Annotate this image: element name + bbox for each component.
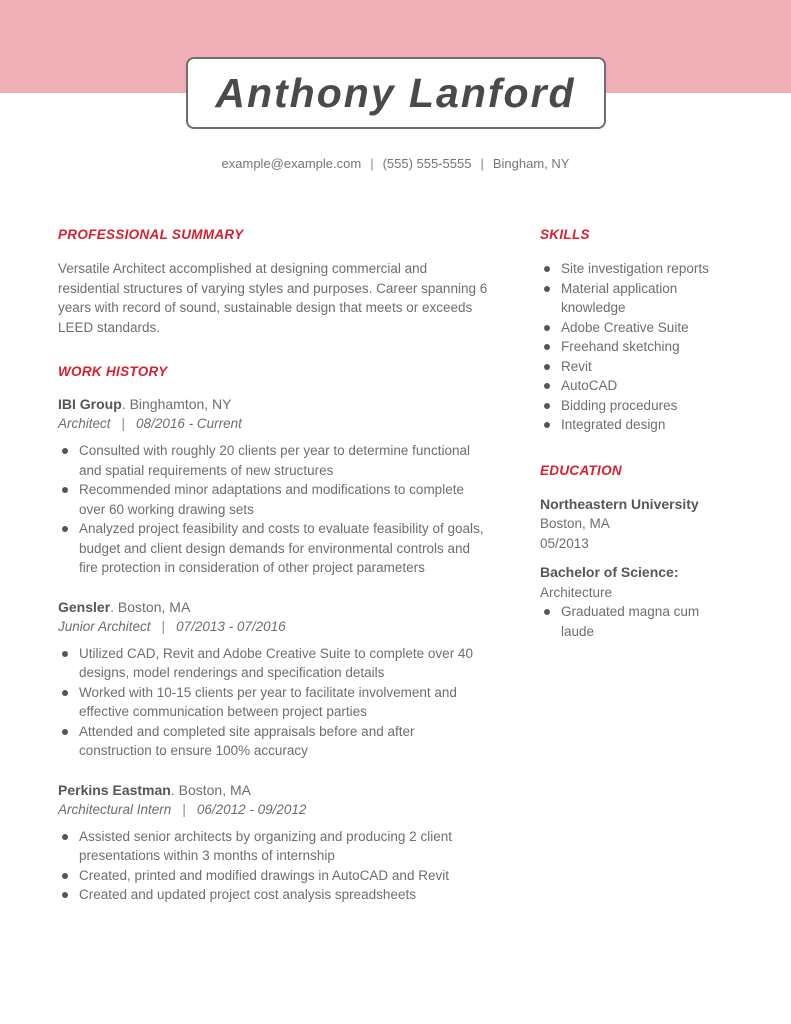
job-company: Perkins Eastman [58, 781, 171, 798]
education-degree: Bachelor of Science [540, 564, 674, 580]
education-school: Northeastern University [540, 495, 699, 512]
bullet-dot-icon [62, 729, 68, 735]
job-bullet-text: Recommended minor adaptations and modifications to complete over 60 working drawing sets [79, 482, 464, 517]
skill-text: Adobe Creative Suite [561, 319, 689, 335]
job-company-line [58, 782, 490, 798]
contact-email: example@example.com [221, 156, 362, 171]
job-bullet-text: Created and updated project cost analysis spreadsheets [79, 887, 416, 902]
left-column [58, 227, 490, 926]
education-bullet-item [540, 602, 745, 641]
education-degree-line [540, 563, 745, 583]
job-dates: 07/2013 - 07/2016 [176, 618, 286, 634]
bullet-dot-icon [544, 383, 550, 389]
job-bullet-list [58, 644, 490, 761]
job-bullet-item [58, 683, 490, 722]
job-bullet-list [58, 827, 490, 905]
section-skills [540, 227, 745, 435]
contact-separator: | [480, 156, 484, 171]
bullet-dot-icon [544, 422, 550, 428]
job-dates: 06/2012 - 09/2012 [196, 801, 307, 817]
contact-separator: | [370, 156, 374, 171]
job-dates: 08/2016 - Current [136, 416, 242, 431]
education-date: 05/2013 [540, 535, 589, 551]
job-title-separator: | [182, 801, 186, 817]
content-columns [0, 171, 791, 926]
bullet-dot-icon [544, 403, 550, 409]
job-company-separator: . [121, 396, 130, 412]
name-box [186, 57, 606, 129]
job-bullet-item [58, 866, 490, 886]
job-bullet-text: Created, printed and modified drawings in AutoCAD and Revit [79, 867, 449, 883]
bullet-dot-icon [62, 448, 68, 454]
contact-location: Bingham, NY [492, 156, 570, 171]
skills-list [540, 259, 745, 435]
job-entry-ibi-group [58, 396, 490, 578]
education-bullet-list [540, 602, 745, 641]
skill-text: Freehand sketching [561, 339, 680, 354]
section-heading-work-history: WORK HISTORY [58, 364, 168, 379]
job-company: IBI Group [58, 396, 122, 412]
skill-item [540, 279, 745, 318]
bullet-dot-icon [62, 526, 68, 532]
job-company: Gensler [58, 598, 111, 615]
job-bullet-text: Consulted with roughly 20 clients per year to determine functional and spatial requirements of new structures [79, 443, 470, 478]
job-title-line [58, 619, 490, 634]
job-entry-perkins-eastman [58, 782, 490, 905]
job-title-separator: | [161, 618, 166, 634]
bullet-dot-icon [544, 344, 550, 350]
job-title: Architect [58, 416, 111, 431]
job-location: Binghamton, NY [129, 396, 232, 412]
bullet-dot-icon [62, 690, 68, 696]
skill-text: Revit [561, 358, 592, 374]
education-major: Architecture [540, 584, 613, 600]
skill-text: Integrated design [561, 417, 666, 432]
job-title: Junior Architect [58, 618, 151, 634]
education-degree-colon: : [673, 564, 679, 580]
page-title: Anthony Lanford [215, 69, 576, 116]
bullet-dot-icon [62, 487, 68, 493]
job-bullet-item [58, 827, 490, 866]
job-location: Boston, MA [117, 598, 191, 615]
job-bullet-text: Worked with 10-15 clients per year to facilitate involvement and effective communication between project parties [79, 684, 457, 719]
section-professional-summary [58, 227, 490, 337]
job-bullet-item [58, 722, 490, 761]
bullet-dot-icon [544, 609, 550, 615]
job-bullet-item [58, 480, 490, 519]
section-heading-professional-summary: PROFESSIONAL SUMMARY [58, 227, 244, 242]
job-title-separator: | [121, 416, 126, 431]
job-company-line [58, 599, 490, 615]
section-work-history [58, 364, 490, 905]
job-bullet-item [58, 519, 490, 578]
skill-item [540, 357, 745, 377]
job-bullet-text: Utilized CAD, Revit and Adobe Creative Suite to complete over 40 designs, model renderings and specification details [79, 645, 473, 680]
skill-item [540, 337, 745, 357]
job-company-separator: . [170, 781, 179, 798]
skill-item [540, 259, 745, 279]
education-bullet-text: Graduated magna cum laude [561, 604, 700, 639]
bullet-dot-icon [544, 266, 550, 272]
bullet-dot-icon [62, 651, 68, 657]
job-bullet-text: Assisted senior architects by organizing and producing 2 client presentations within 3 months of internship [79, 828, 452, 863]
section-education [540, 463, 745, 642]
skill-text: Material application knowledge [561, 280, 678, 315]
skill-item [540, 318, 745, 338]
skill-text: AutoCAD [561, 378, 618, 393]
contact-line [0, 156, 791, 171]
section-heading-education: EDUCATION [540, 462, 622, 478]
bullet-dot-icon [544, 325, 550, 331]
bullet-dot-icon [544, 364, 550, 370]
section-heading-skills: SKILLS [540, 227, 590, 242]
skill-item [540, 396, 745, 416]
right-column [540, 227, 745, 926]
job-bullet-list [58, 441, 490, 578]
bullet-dot-icon [544, 286, 550, 292]
bullet-dot-icon [62, 873, 68, 879]
contact-phone: (555) 555-5555 [382, 156, 472, 171]
job-title-line [58, 416, 490, 431]
job-bullet-item [58, 644, 490, 683]
summary-paragraph: Versatile Architect accomplished at designing commercial and residential structures of varying styles and purposes. Career spanning 6 years with record of sound, sustainable design that meets or exceeds LEED standards. [58, 261, 488, 335]
job-entry-gensler [58, 599, 490, 761]
skill-text: Site investigation reports [561, 261, 709, 276]
job-title: Architectural Intern [58, 801, 172, 817]
job-bullet-item [58, 885, 490, 905]
bullet-dot-icon [62, 892, 68, 898]
job-company-separator: . [110, 598, 118, 615]
job-bullet-item [58, 441, 490, 480]
skill-item [540, 376, 745, 396]
job-bullet-text: Attended and completed site appraisals before and after construction to ensure 100% accuracy [79, 723, 415, 758]
skill-text: Bidding procedures [561, 397, 678, 413]
job-bullet-text: Analyzed project feasibility and costs to evaluate feasibility of goals, budget and client design demands for environmental controls and fire protection in consideration of other project parameters [79, 521, 484, 575]
education-location: Boston, MA [540, 516, 610, 531]
bullet-dot-icon [62, 834, 68, 840]
skill-item [540, 415, 745, 435]
job-company-line [58, 396, 490, 412]
job-location: Boston, MA [178, 781, 251, 798]
job-title-line [58, 802, 490, 817]
